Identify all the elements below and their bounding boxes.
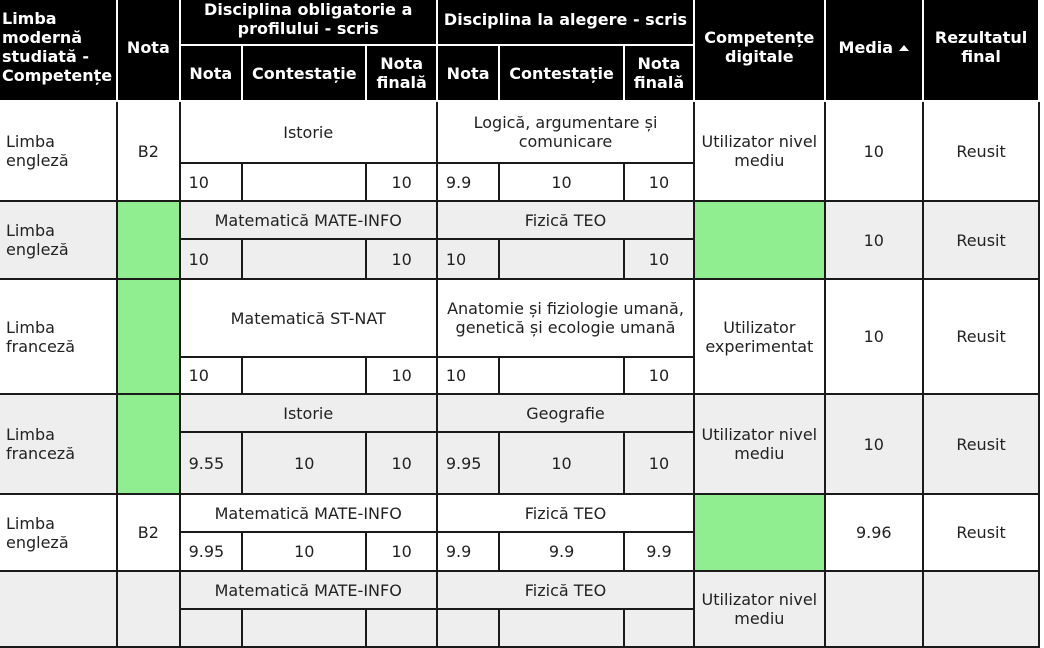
cell-nota	[117, 394, 179, 494]
cell-obl-disciplina: Matematică ST-NAT	[180, 279, 437, 357]
cell-obl-nota-finala: 10	[366, 357, 436, 394]
subheader-ale-nota: Nota	[437, 45, 499, 101]
sort-ascending-icon[interactable]	[899, 45, 909, 51]
cell-obl-contestatie	[242, 609, 366, 647]
cell-obl-nota-finala: 10	[366, 432, 436, 494]
subheader-obl-nota-finala: Nota finală	[366, 45, 436, 101]
cell-ale-nota	[437, 609, 499, 647]
cell-media: 10	[825, 101, 924, 201]
cell-ale-contestatie	[499, 239, 623, 279]
column-header-alegere: Disciplina la alegere - scris	[437, 0, 694, 45]
cell-media	[825, 571, 924, 647]
cell-limba	[0, 571, 117, 647]
cell-obl-contestatie	[242, 239, 366, 279]
cell-rezultat	[923, 571, 1039, 647]
cell-obl-nota	[180, 609, 242, 647]
column-header-digitale: Competențe digitale	[694, 0, 824, 101]
cell-obl-nota-finala: 10	[366, 532, 436, 571]
cell-media: 10	[825, 201, 924, 279]
cell-ale-nota-finala: 9.9	[624, 532, 694, 571]
subheader-ale-contestatie: Contestație	[499, 45, 623, 101]
cell-limba: Limba franceză	[0, 394, 117, 494]
cell-nota: B2	[117, 494, 179, 571]
column-header-nota: Nota	[117, 0, 179, 101]
cell-obl-disciplina: Matematică MATE-INFO	[180, 201, 437, 239]
cell-ale-nota-finala	[624, 609, 694, 647]
cell-ale-disciplina: Fizică TEO	[437, 494, 694, 532]
cell-nota: B2	[117, 101, 179, 201]
cell-obl-contestatie: 10	[242, 532, 366, 571]
media-label: Media	[838, 37, 894, 57]
cell-obl-nota-finala: 10	[366, 163, 436, 201]
cell-ale-nota: 10	[437, 239, 499, 279]
cell-obl-nota: 9.95	[180, 532, 242, 571]
cell-obl-nota: 10	[180, 239, 242, 279]
cell-ale-nota-finala: 10	[624, 239, 694, 279]
cell-digitale	[694, 201, 824, 279]
column-header-obligatorie: Disciplina obligatorie a profilului - scris	[180, 0, 437, 45]
cell-media: 10	[825, 279, 924, 394]
cell-ale-contestatie: 9.9	[499, 532, 623, 571]
cell-ale-contestatie: 10	[499, 163, 623, 201]
subheader-obl-nota: Nota	[180, 45, 242, 101]
cell-nota	[117, 571, 179, 647]
cell-ale-contestatie	[499, 357, 623, 394]
cell-digitale	[694, 494, 824, 571]
cell-ale-nota: 9.95	[437, 432, 499, 494]
cell-ale-nota: 9.9	[437, 532, 499, 571]
cell-ale-disciplina: Fizică TEO	[437, 201, 694, 239]
cell-obl-nota: 9.55	[180, 432, 242, 494]
cell-obl-disciplina: Matematică MATE-INFO	[180, 571, 437, 609]
column-header-media[interactable]	[825, 0, 924, 101]
cell-media: 9.96	[825, 494, 924, 571]
cell-obl-disciplina: Matematică MATE-INFO	[180, 494, 437, 532]
cell-rezultat: Reusit	[923, 494, 1039, 571]
cell-limba: Limba engleză	[0, 494, 117, 571]
cell-ale-nota: 10	[437, 357, 499, 394]
cell-limba: Limba engleză	[0, 101, 117, 201]
cell-ale-nota: 9.9	[437, 163, 499, 201]
cell-ale-disciplina: Geografie	[437, 394, 694, 432]
cell-rezultat: Reusit	[923, 279, 1039, 394]
cell-nota	[117, 279, 179, 394]
cell-obl-nota: 10	[180, 163, 242, 201]
cell-nota	[117, 201, 179, 279]
cell-obl-contestatie	[242, 163, 366, 201]
cell-rezultat: Reusit	[923, 101, 1039, 201]
column-header-limba: Limba modernă studiată - Competențe	[0, 0, 117, 101]
cell-ale-nota-finala: 10	[624, 357, 694, 394]
cell-ale-nota-finala: 10	[624, 432, 694, 494]
cell-obl-contestatie: 10	[242, 432, 366, 494]
cell-limba: Limba franceză	[0, 279, 117, 394]
cell-ale-disciplina: Logică, argumentare și comunicare	[437, 101, 694, 163]
cell-rezultat: Reusit	[923, 394, 1039, 494]
cell-ale-contestatie: 10	[499, 432, 623, 494]
cell-obl-nota: 10	[180, 357, 242, 394]
cell-obl-contestatie	[242, 357, 366, 394]
subheader-ale-nota-finala: Nota finală	[624, 45, 694, 101]
column-header-rezultat: Rezultatul final	[923, 0, 1039, 101]
cell-obl-nota-finala: 10	[366, 239, 436, 279]
cell-ale-nota-finala: 10	[624, 163, 694, 201]
cell-digitale: Utilizator experimentat	[694, 279, 824, 394]
cell-rezultat: Reusit	[923, 201, 1039, 279]
cell-digitale: Utilizator nivel mediu	[694, 571, 824, 647]
cell-digitale: Utilizator nivel mediu	[694, 101, 824, 201]
cell-digitale: Utilizator nivel mediu	[694, 394, 824, 494]
cell-obl-disciplina: Istorie	[180, 101, 437, 163]
cell-limba: Limba engleză	[0, 201, 117, 279]
cell-media: 10	[825, 394, 924, 494]
cell-ale-disciplina: Fizică TEO	[437, 571, 694, 609]
cell-obl-disciplina: Istorie	[180, 394, 437, 432]
cell-obl-nota-finala	[366, 609, 436, 647]
cell-ale-disciplina: Anatomie și fiziologie umană, genetică și ecologie umană	[437, 279, 694, 357]
subheader-obl-contestatie: Contestație	[242, 45, 366, 101]
cell-ale-contestatie	[499, 609, 623, 647]
